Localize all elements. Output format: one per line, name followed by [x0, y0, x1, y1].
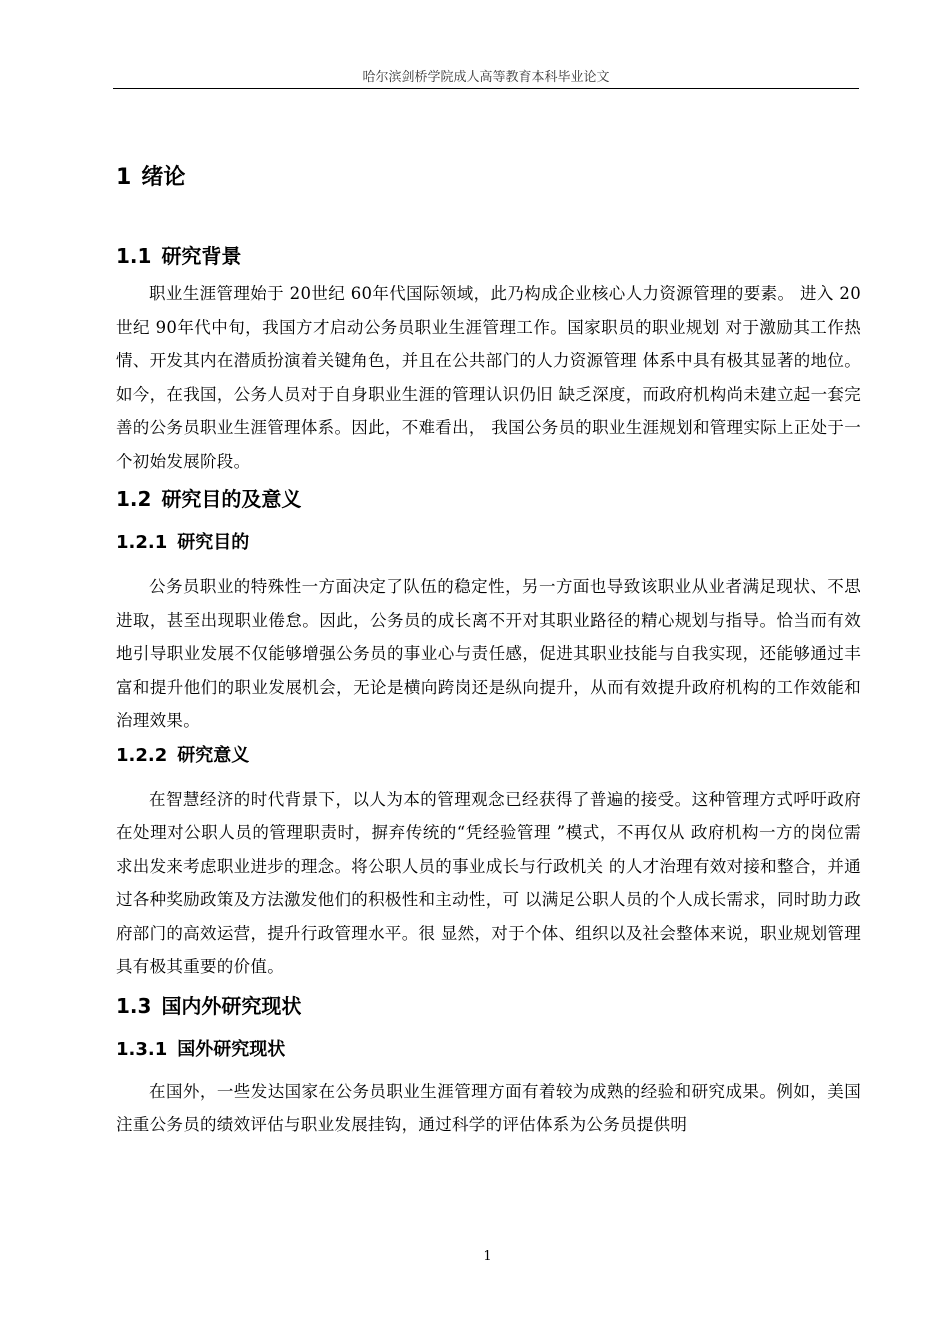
section-number: 1.3	[116, 993, 152, 1018]
section-title: 国内外研究现状	[161, 993, 302, 1018]
section-heading-1-2-1	[116, 530, 861, 556]
chapter-title: 绪论	[141, 165, 186, 190]
section-number: 1.1	[116, 244, 152, 268]
section-heading-1-2-2	[116, 743, 861, 769]
section-title: 国外研究现状	[177, 1038, 286, 1060]
section-heading-1-3-1	[116, 1037, 861, 1063]
paragraph-research-purpose: 公务员职业的特殊性一方面决定了队伍的稳定性，另一方面也导致该职业从业者满足现状、不思进取，甚至出现职业倦怠。因此，公务员的成长离不开对其职业路径的精心规划与指导。恰当而有效地引导职业发展不仅能够增强公务员的事业心与责任感，促进其职业技能与自我实现，还能够通过丰富和提升他们的职业发展机会，无论是横向跨岗还是纵向提升，从而有效提升政府机构的工作效能和治理效果。	[116, 577, 861, 730]
section-heading-1-3	[116, 992, 861, 1020]
paragraph-research-background: 职业生涯管理始于 20世纪 60年代国际领域，此乃构成企业核心人力资源管理的要素。 进入 20世纪 90年代中旬，我国方才启动公务员职业生涯管理工作。国家职员的职业规划 对于激励其工作热情、开发其内在潜质扮演着关键角色，并且在公共部门的人力资源管理 体系中具有极其显著的地位。如今，在我国，公务人员对于自身职业生涯的管理认识仍旧 缺乏深度，而政府机构尚未建立起一套完善的公务员职业生涯管理体系。因此，不难看出， 我国公务员的职业生涯规划和管理实际上正处于一个初始发展阶段。	[116, 284, 861, 471]
page-number: 1	[483, 1249, 492, 1264]
chapter-heading	[116, 150, 861, 207]
section-title: 研究目的及意义	[161, 487, 302, 511]
section-number: 1.2.2	[116, 744, 168, 766]
page-body	[116, 150, 861, 1142]
section-number: 1.2	[116, 487, 152, 511]
section-title: 研究目的	[177, 532, 250, 553]
page-header: 哈尔滨剑桥学院成人高等教育本科毕业论文	[362, 70, 610, 85]
section-title: 研究意义	[177, 744, 250, 766]
section-number: 1.2.1	[116, 532, 168, 553]
section-number: 1.3.1	[116, 1038, 168, 1060]
header-rule	[113, 88, 859, 89]
paragraph-research-significance: 在智慧经济的时代背景下，以人为本的管理观念已经获得了普遍的接受。这种管理方式呼吁政府在处理对公职人员的管理职责时，摒弃传统的“凭经验管理 ”模式，不再仅从 政府机构一方的岗位需求出发来考虑职业进步的理念。将公职人员的事业成长与行政机关 的人才治理有效对接和整合，并通过各种奖励政策及方法激发他们的积极性和主动性，可 以满足公职人员的个人成长需求，同时助力政府部门的高效运营，提升行政管理水平。很 显然，对于个体、组织以及社会整体来说，职业规划管理具有极其重要的价值。	[116, 789, 861, 976]
chapter-number: 1	[116, 165, 132, 190]
paragraph-foreign-research: 在国外，一些发达国家在公务员职业生涯管理方面有着较为成熟的经验和研究成果。例如，美国注重公务员的绩效评估与职业发展挂钩，通过科学的评估体系为公务员提供明	[116, 1081, 861, 1134]
section-title: 研究背景	[161, 244, 242, 268]
section-heading-1-1	[116, 242, 861, 270]
section-heading-1-2	[116, 485, 861, 513]
